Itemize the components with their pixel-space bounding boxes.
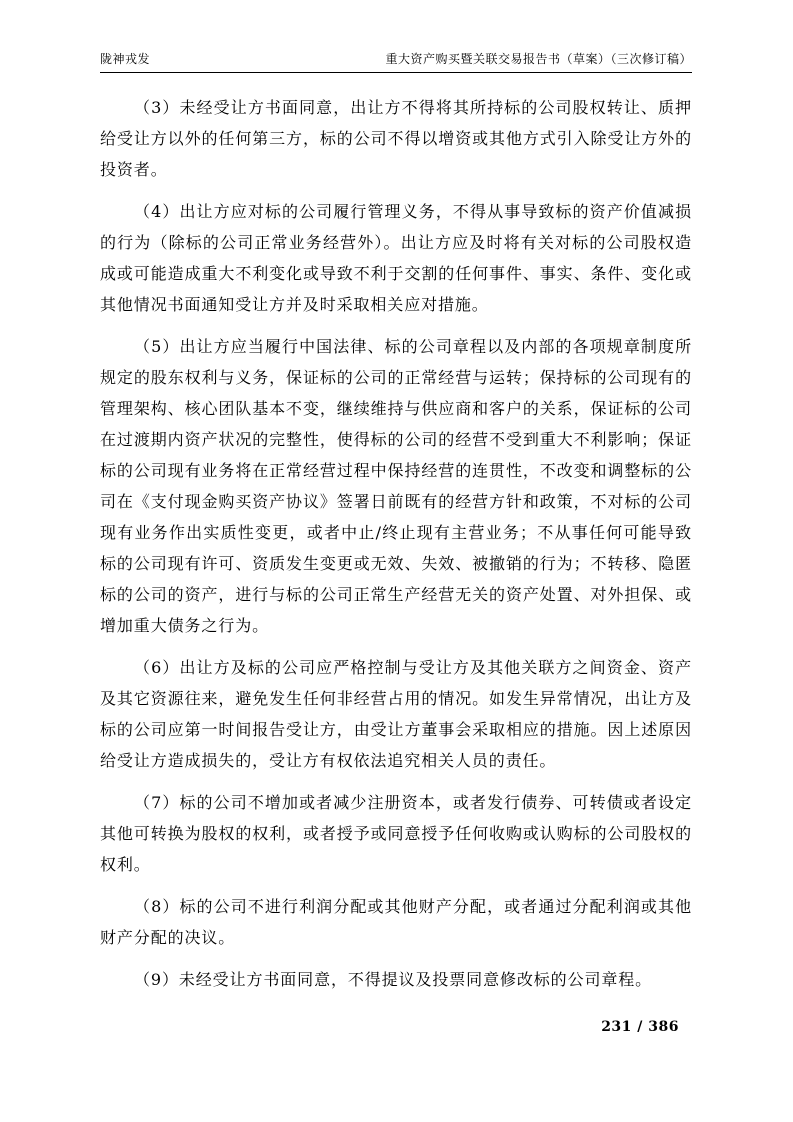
page-header (100, 52, 692, 73)
paragraph-8: （8）标的公司不进行利润分配或其他财产分配，或者通过分配利润或其他财产分配的决议。 (100, 897, 692, 947)
header-doc-short-title: 陇神戎发 (100, 52, 151, 66)
paragraph-6: （6）出让方及标的公司应严格控制与受让方及其他关联方之间资金、资产及其它资源往来，避免发生任何非经营占用的情况。如发生异常情况，出让方及标的公司应第一时间报告受让方，由受让方董事会采取相应的措施。因上述原因给受让方造成损失的，受让方有权依法追究相关人员的责任。 (100, 658, 692, 770)
paragraph-3: （3）未经受让方书面同意，出让方不得将其所持标的公司股权转让、质押给受让方以外的任何第三方，标的公司不得以增资或其他方式引入除受让方外的投资者。 (100, 98, 692, 179)
paragraph-7: （7）标的公司不增加或者减少注册资本，或者发行债券、可转债或者设定其他可转换为股权的权利，或者授予或同意授予任何收购或认购标的公司股权的权利。 (100, 793, 692, 874)
paragraph-9: （9）未经受让方书面同意，不得提议及投票同意修改标的公司章程。 (134, 970, 653, 989)
paragraph-5: （5）出让方应当履行中国法律、标的公司章程以及内部的各项规章制度所规定的股东权利与义务，保证标的公司的正常经营与运转；保持标的公司现有的管理架构、核心团队基本不变，继续维持与供应商和客户的关系，保证标的公司在过渡期内资产状况的完整性，使得标的公司的经营不受到重大不利影响；保证标的公司现有业务将在正常经营过程中保持经营的连贯性，不改变和调整标的公司在《支付现金购买资产协议》签署日前既有的经营方针和政策，不对标的公司现有业务作出实质性变更，或者中止/终止现有主营业务；不从事任何可能导致标的公司现有许可、资质发生变更或无效、失效、被撤销的行为；不转移、隐匿标的公司的资产，进行与标的公司正常生产经营无关的资产处置、对外担保、或增加重大债务之行为。 (100, 337, 692, 635)
header-doc-full-title: 重大资产购买暨关联交易报告书（草案）（三次修订稿） (385, 52, 692, 66)
page-footer (601, 1019, 679, 1035)
paragraph-4: （4）出让方应对标的公司履行管理义务，不得从事导致标的资产价值减损的行为（除标的公司正常业务经营外）。出让方应及时将有关对标的公司股权造成或可能造成重大不利变化或导致不利于交割的任何事件、事实、条件、变化或其他情况书面通知受让方并及时采取相关应对措施。 (100, 202, 692, 314)
page-number: 231 / 386 (601, 1019, 679, 1035)
document-body (100, 92, 692, 1006)
